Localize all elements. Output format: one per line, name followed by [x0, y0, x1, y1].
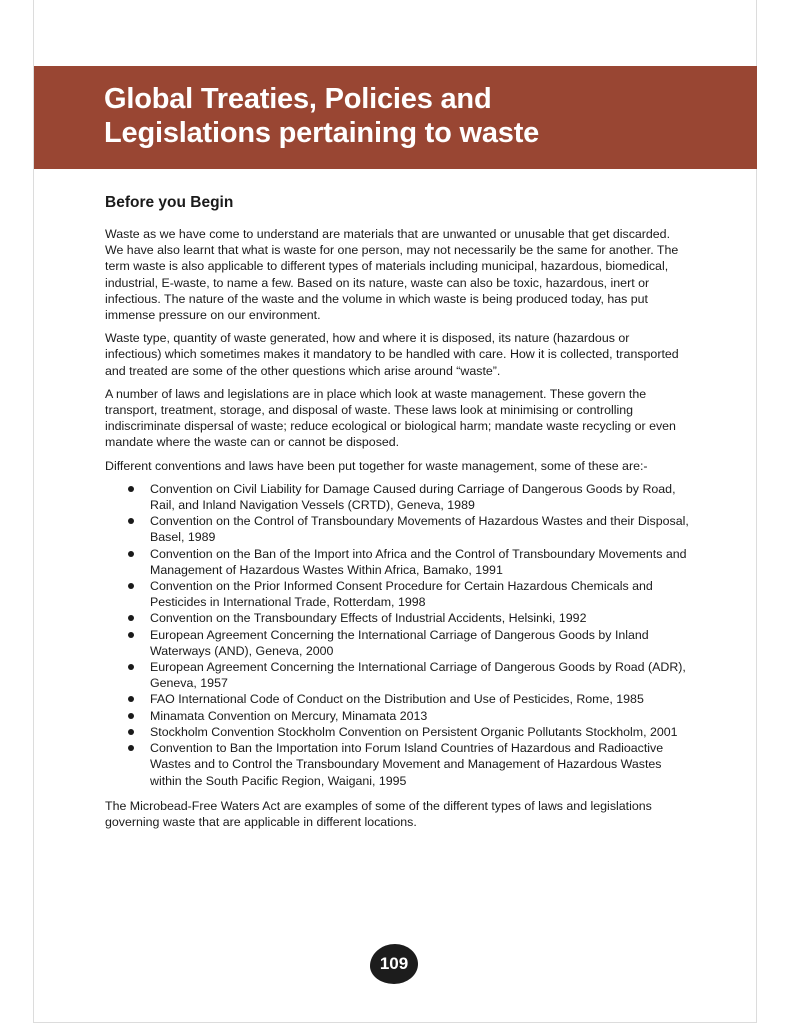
- list-item-text: Convention to Ban the Importation into Forum Island Countries of Hazardous and Radioactive Wastes and to Control the Transboundary Movement and Management of Hazardous Wastes within the South Pacific Region, Waigani, 1995: [150, 741, 664, 788]
- list-item-text: European Agreement Concerning the International Carriage of Dangerous Goods by Road (ADR), Geneva, 1957: [150, 660, 686, 691]
- list-item-text: Convention on Civil Liability for Damage Caused during Carriage of Dangerous Goods by Road, Rail, and Inland Navigation Vessels (CRTD), Geneva, 1989: [150, 481, 676, 513]
- closing-paragraph: The Microbead-Free Waters Act are examples of some of the different types of laws and legislations governing waste that are applicable in different locations.: [105, 798, 652, 829]
- bullet-icon: [128, 486, 134, 492]
- page-title-line-2: Legislations pertaining to waste: [104, 117, 540, 149]
- paragraph-1: Waste as we have come to understand are materials that are unwanted or unusable that get discarded. We have also learnt that what is waste for one person, may not necessarily be the same for another. The term waste is also applicable to different types of materials including municipal, hazardous, biomedical, industrial, E-waste, to name a few. Based on its nature, waste can also be toxic, hazardous, inert or infectious. The nature of the waste and the volume in which waste is being produced today, has put immense pressure on our environment.: [105, 227, 679, 323]
- bullet-icon: [128, 713, 134, 719]
- list-item: [150, 708, 689, 724]
- paragraph-3: A number of laws and legislations are in place which look at waste management. These govern the transport, treatment, storage, and disposal of waste. These laws look at minimising or controlling indiscriminate dispersal of waste; reduce ecological or biological harm; mandate waste recycling or even mandate where the waste can or cannot be disposed.: [105, 386, 676, 450]
- main-content: [105, 192, 689, 837]
- list-item: [150, 481, 689, 513]
- page-title: [104, 82, 539, 150]
- title-banner: [34, 66, 757, 169]
- bullet-icon: [128, 696, 134, 702]
- bullet-icon: [128, 632, 134, 638]
- page-title-line-1: Global Treaties, Policies and: [104, 83, 492, 115]
- list-item: [150, 610, 689, 626]
- list-item-text: Convention on the Ban of the Import into Africa and the Control of Transboundary Movements and Management of Hazardous Wastes Within Africa, Bamako, 1991: [150, 546, 687, 577]
- list-item-text: Stockholm Convention Stockholm Convention on Persistent Organic Pollutants Stockholm, 2001: [150, 724, 678, 739]
- list-item: [150, 513, 689, 545]
- list-item-text: FAO International Code of Conduct on the Distribution and Use of Pesticides, Rome, 1985: [150, 692, 644, 707]
- paragraph-2: Waste type, quantity of waste generated, how and where it is disposed, its nature (hazardous or infectious) which sometimes makes it mandatory to be handled with care. How it is collected, transported and treated are some of the other questions which arise around “waste”.: [105, 331, 679, 378]
- bullet-icon: [128, 615, 134, 621]
- bullet-icon: [128, 664, 134, 670]
- page-number: 109: [370, 944, 418, 984]
- bullet-icon: [128, 729, 134, 735]
- list-item: [150, 578, 689, 610]
- list-item-text: European Agreement Concerning the International Carriage of Dangerous Goods by Inland Waterways (AND), Geneva, 2000: [150, 627, 649, 658]
- list-item: [150, 659, 689, 691]
- paragraph-4: Different conventions and laws have been put together for waste management, some of these are:-: [105, 458, 648, 473]
- section-heading: Before you Begin: [105, 194, 234, 211]
- list-item: [150, 691, 689, 707]
- list-item: [150, 627, 689, 659]
- conventions-list: [105, 481, 689, 789]
- list-item: [150, 546, 689, 578]
- list-item-text: Convention on the Control of Transboundary Movements of Hazardous Wastes and their Disposal, Basel, 1989: [150, 514, 689, 545]
- list-item-text: Convention on the Transboundary Effects of Industrial Accidents, Helsinki, 1992: [150, 611, 587, 626]
- list-item: [150, 740, 689, 789]
- bullet-icon: [128, 745, 134, 751]
- bullet-icon: [128, 518, 134, 524]
- list-item-text: Minamata Convention on Mercury, Minamata 2013: [150, 708, 428, 723]
- list-item-text: Convention on the Prior Informed Consent Procedure for Certain Hazardous Chemicals and Pesticides in International Trade, Rotterdam, 1998: [150, 579, 653, 610]
- list-item: [150, 724, 689, 740]
- bullet-icon: [128, 583, 134, 589]
- bullet-icon: [128, 551, 134, 557]
